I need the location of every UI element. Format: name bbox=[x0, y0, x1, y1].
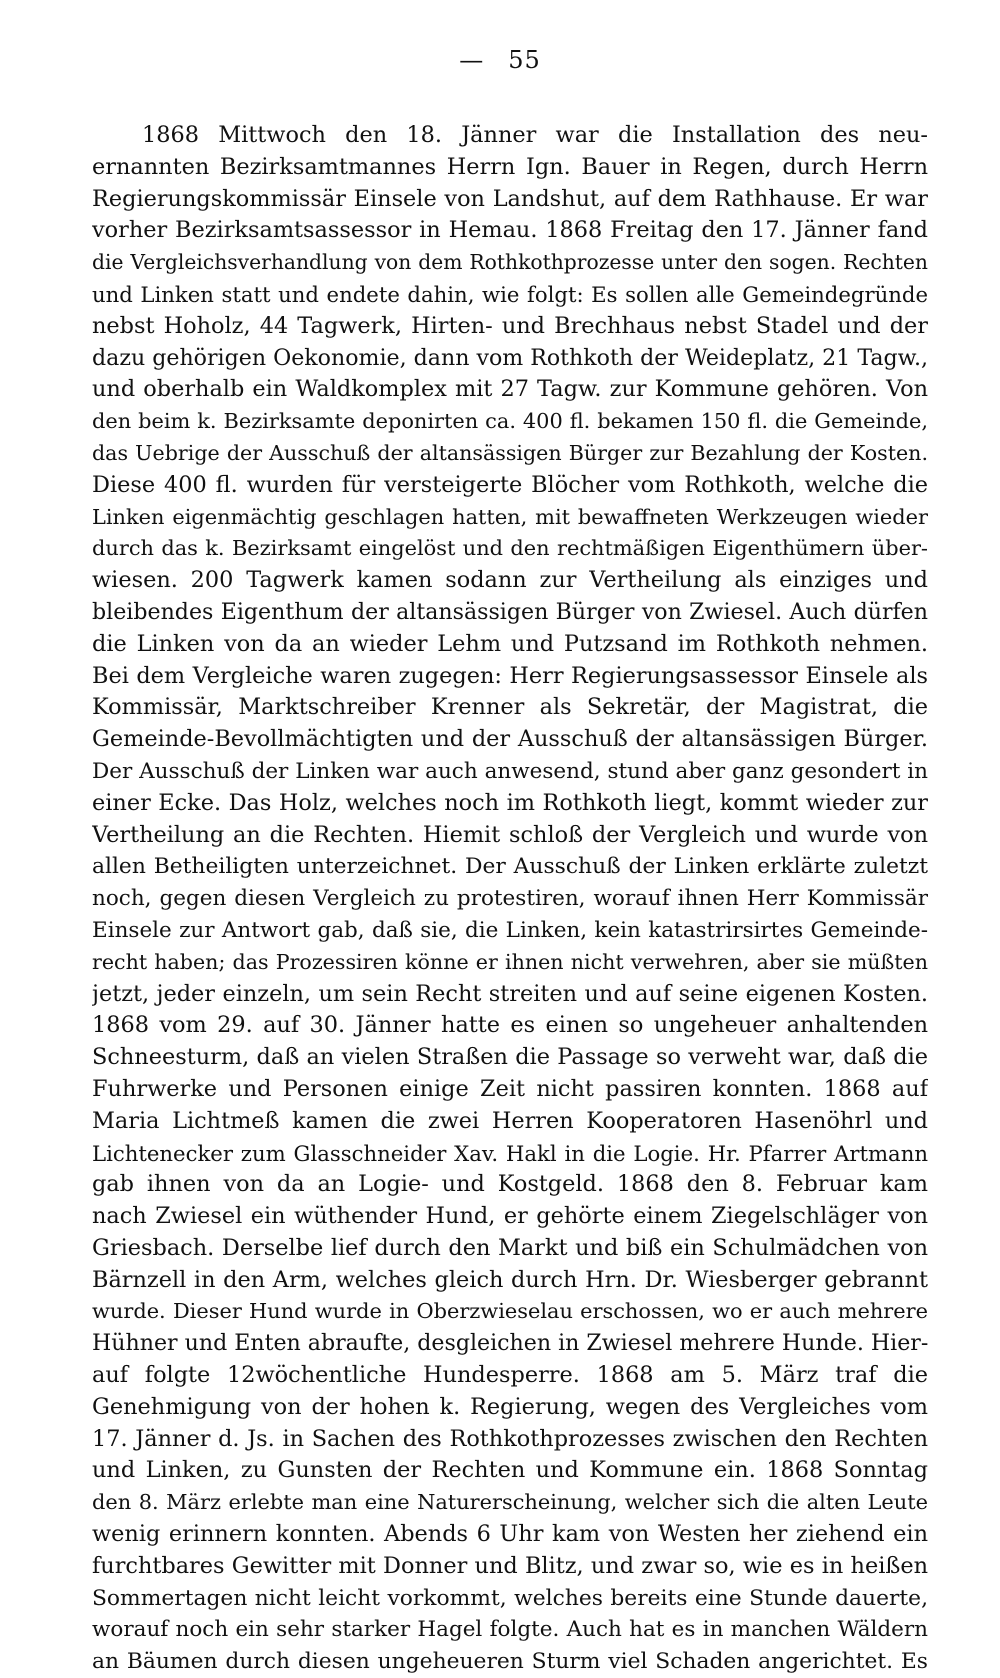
text-line: nebst Hoholz, 44 Tagwerk, Hirten- und Brechhaus nebst Stadel und der bbox=[92, 312, 928, 339]
text-line: Bärnzell in den Arm, welches gleich durch Hrn. Dr. Wiesberger gebrannt bbox=[92, 1266, 928, 1293]
text-line: recht haben; das Prozessiren könne er ihnen nicht verwehren, aber sie müßten bbox=[92, 949, 928, 974]
text-line: die Vergleichsverhandlung von dem Rothkothprozesse unter den sogen. Rechten bbox=[92, 250, 928, 275]
text-line: und oberhalb ein Waldkomplex mit 27 Tagw. zur Kommune gehören. Von bbox=[92, 376, 928, 403]
text-line: Lichtenecker zum Glasschneider Xav. Hakl in die Logie. Hr. Pfarrer Artmann bbox=[92, 1140, 928, 1166]
text-line: noch, gegen diesen Vergleich zu protestiren, worauf ihnen Herr Kommissär bbox=[92, 886, 928, 912]
body-text bbox=[92, 120, 928, 1678]
text-line: allen Betheiligten unterzeichnet. Der Ausschuß der Linken erklärte zuletzt bbox=[92, 854, 928, 880]
text-line: wiesen. 200 Tagwerk kamen sodann zur Vertheilung als einziges und bbox=[92, 567, 928, 594]
text-line: ernannten Bezirksamtmannes Herrn Ign. Bauer in Regen, durch Herrn bbox=[92, 153, 928, 180]
text-line: einer Ecke. Das Holz, welches noch im Rothkoth liegt, kommt wieder zur bbox=[92, 789, 928, 816]
text-line: Genehmigung von der hohen k. Regierung, wegen des Vergleiches vom bbox=[92, 1393, 928, 1420]
text-line: den beim k. Bezirksamte deponirten ca. 400 fl. bekamen 150 fl. die Gemeinde, bbox=[92, 409, 928, 434]
text-line: vorher Bezirksamtsassessor in Hemau. 1868 Freitag den 17. Jänner fand bbox=[92, 217, 928, 244]
text-line: und Linken, zu Gunsten der Rechten und Kommune ein. 1868 Sonntag bbox=[92, 1457, 928, 1484]
text-line: Regierungskommissär Einsele von Landshut, auf dem Rathhause. Er war bbox=[92, 185, 928, 212]
text-line: Kommissär, Marktschreiber Krenner als Sekretär, der Magistrat, die bbox=[92, 694, 928, 721]
page-header bbox=[0, 46, 1000, 74]
text-line: das Uebrige der Ausschuß der altansässigen Bürger zur Bezahlung der Kosten. bbox=[92, 440, 928, 465]
text-line: durch das k. Bezirksamt eingelöst und den rechtmäßigen Eigenthümern über- bbox=[92, 536, 928, 561]
text-line: Maria Lichtmeß kamen die zwei Herren Kooperatoren Hasenöhrl und bbox=[92, 1107, 928, 1134]
text-line: Vertheilung an die Rechten. Hiemit schloß der Vergleich und wurde von bbox=[92, 821, 928, 848]
text-line: wenig erinnern konnten. Abends 6 Uhr kam von Westen her ziehend ein bbox=[92, 1521, 928, 1548]
text-line: wurde. Dieser Hund wurde in Oberzwieselau erschossen, wo er auch mehrere bbox=[92, 1299, 928, 1324]
text-line: an Bäumen durch diesen ungeheueren Sturm viel Schaden angerichtet. Es bbox=[92, 1649, 928, 1675]
text-line: auf folgte 12wöchentliche Hundesperre. 1868 am 5. März traf die bbox=[92, 1362, 928, 1389]
text-line: Fuhrwerke und Personen einige Zeit nicht passiren konnten. 1868 auf bbox=[92, 1075, 928, 1102]
text-line: worauf noch ein sehr starker Hagel folgte. Auch hat es in manchen Wäldern bbox=[92, 1617, 928, 1643]
text-line: die Linken von da an wieder Lehm und Putzsand im Rothkoth nehmen. bbox=[92, 630, 928, 657]
text-line: furchtbares Gewitter mit Donner und Blitz, und zwar so, wie es in heißen bbox=[92, 1552, 928, 1579]
text-line: 17. Jänner d. Js. in Sachen des Rothkothprozesses zwischen den Rechten bbox=[92, 1425, 928, 1452]
text-line: und Linken statt und endete dahin, wie folgt: Es sollen alle Gemeindegründe bbox=[92, 281, 928, 307]
text-line: dazu gehörigen Oekonomie, dann vom Rothkoth der Weideplatz, 21 Tagw., bbox=[92, 344, 928, 371]
text-line: 1868 vom 29. auf 30. Jänner hatte es einen so ungeheuer anhaltenden bbox=[92, 1012, 928, 1039]
text-line: Bei dem Vergleiche waren zugegen: Herr Regierungsassessor Einsele als bbox=[92, 662, 928, 689]
text-line: Schneesturm, daß an vielen Straßen die Passage so verweht war, daß die bbox=[92, 1044, 928, 1071]
text-line: Gemeinde-Bevollmächtigten und der Ausschuß der altansässigen Bürger. bbox=[92, 726, 928, 753]
text-line: jetzt, jeder einzeln, um sein Recht streiten und auf seine eigenen Kosten. bbox=[92, 980, 928, 1007]
text-line: gab ihnen von da an Logie- und Kostgeld. 1868 den 8. Februar kam bbox=[92, 1171, 928, 1198]
text-line: Der Ausschuß der Linken war auch anwesend, stund aber ganz gesondert in bbox=[92, 758, 928, 784]
text-line: Einsele zur Antwort gab, daß sie, die Linken, kein katastrirsirtes Gemeinde- bbox=[92, 917, 928, 943]
text-line: Linken eigenmächtig geschlagen hatten, mit bewaffneten Werkzeugen wieder bbox=[92, 504, 928, 529]
text-line: Griesbach. Derselbe lief durch den Markt und biß ein Schulmädchen von bbox=[92, 1234, 928, 1261]
text-line: Sommertagen nicht leicht vorkommt, welches bereits eine Stunde dauerte, bbox=[92, 1585, 928, 1611]
text-line: 1868 Mittwoch den 18. Jänner war die Installation des neu- bbox=[142, 122, 928, 148]
text-line: den 8. März erlebte man eine Naturerscheinung, welcher sich die alten Leute bbox=[92, 1490, 928, 1515]
text-line: nach Zwiesel ein wüthender Hund, er gehörte einem Ziegelschläger von bbox=[92, 1203, 928, 1230]
text-line: bleibendes Eigenthum der altansässigen Bürger von Zwiesel. Auch dürfen bbox=[92, 598, 928, 625]
page-number: 55 bbox=[508, 46, 541, 74]
text-line: Diese 400 fl. wurden für versteigerte Blöcher vom Rothkoth, welche die bbox=[92, 471, 928, 498]
header-dash: — bbox=[459, 46, 485, 74]
text-line: Hühner und Enten abraufte, desgleichen in Zwiesel mehrere Hunde. Hier- bbox=[92, 1330, 928, 1357]
